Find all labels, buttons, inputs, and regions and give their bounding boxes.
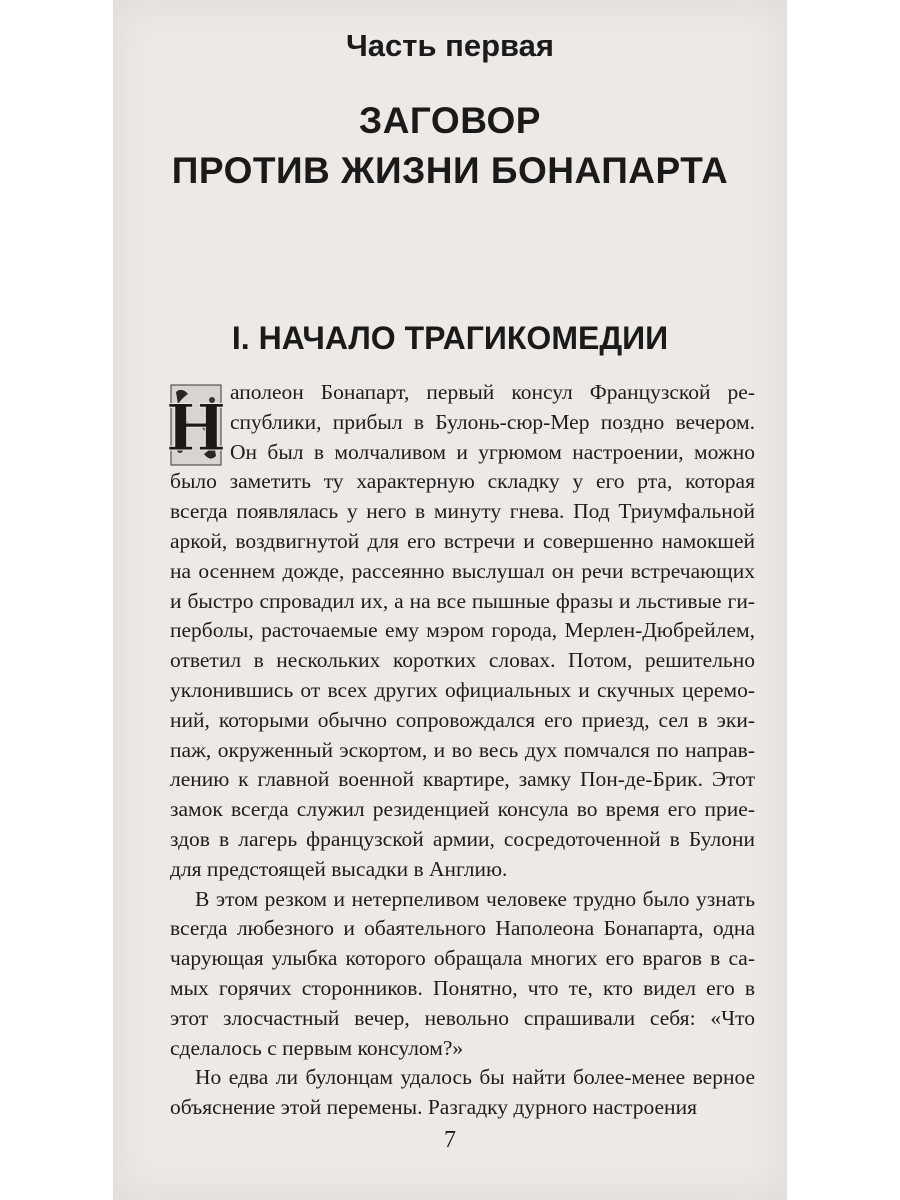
ornamental-dropcap [165, 384, 227, 466]
book-page [113, 0, 787, 1200]
paragraph-1-text: аполеон Бонапарт, первый консул Французской республики, прибыл в Булонь-сюр-Мер поздно вечером. Он был в молчаливом и угрюмом настроении, можно было заметить ту характерную складку у его рта, которая всегда появлялась у него в минуту гнева. Под Триумфальной аркой, воздвигнутой для его встречи и совершенно намокшей на осеннем дожде, рассеянно выслушал он речи встречающих и быстро спровадил их, а на все пышные фразы и льстивые гиперболы, расточаемые ему мэром города, Мерлен-Дюбрейлем, ответил в нескольких коротких словах. Потом, решительно уклонившись от всех других официальных и скучных церемоний, которыми обычно сопровождался его приезд, сел в экипаж, окруженный эскортом, и во весь дух помчался по направлению к главной военной квартире, замку Пон-де-Брик. Этот замок всегда служил резиденцией консула во время его приездов в лагерь французской армии, сосредоточенной в Булони для предстоящей высадки в Англию. [170, 380, 755, 881]
main-title-line-1: ЗАГОВОР [359, 100, 541, 141]
page-number: 7 [444, 1127, 456, 1153]
chapter-title: I. НАЧАЛО ТРАГИКОМЕДИИ [231, 320, 669, 356]
chapter-body [165, 378, 755, 1123]
main-title-line-2: ПРОТИВ ЖИЗНИ БОНАПАРТА [171, 150, 729, 191]
paragraph-2: В этом резком и нетерпеливом человеке трудно было узнать всегда любезного и обаятельного Наполеона Бонапарта, одна чарующая улыбка которого обращала многих его врагов в самых горячих сторонников. Понятно, что те, кто видел его в этот злосчастный вечер, невольно спрашивали себя: «Что сделалось с первым консулом?» [170, 886, 755, 1060]
main-title [113, 96, 787, 196]
paragraph-1 [165, 378, 755, 885]
paragraph-3: Но едва ли булонцам удалось бы найти более-менее верное объяснение этой перемены. Разгадку дурного настроения [170, 1065, 755, 1120]
dropcap-letter: Н [165, 391, 227, 466]
part-title: Часть первая [346, 28, 554, 63]
